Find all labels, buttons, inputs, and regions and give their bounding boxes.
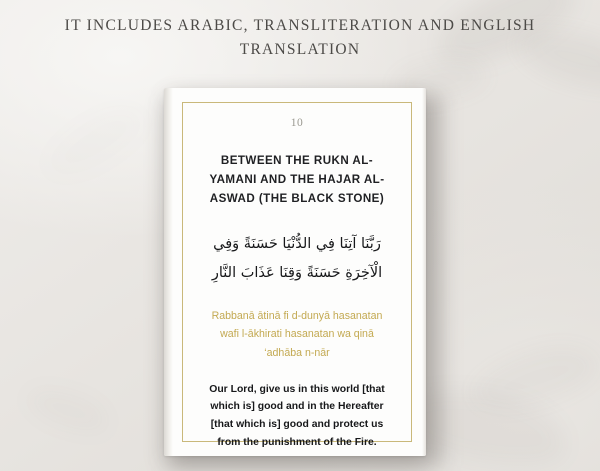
english-translation-text: Our Lord, give us in this world [that which is] good and in the Hereafter [that which is] good and protect us from the punishment of the Fire. xyxy=(209,383,385,449)
promo-headline: IT INCLUDES ARABIC, TRANSLITERATION AND ENGLISH TRANSLATION xyxy=(64,17,536,59)
book-page-mockup xyxy=(164,88,436,461)
arabic-text: رَبَّنَا آتِنَا فِي الدُّنْيَا حَسَنَةً وَفِي الْآخِرَةِ حَسَنَةً وَقِنَا عَذَابَ النَّارِ xyxy=(211,236,383,281)
page-outer-edge xyxy=(422,88,426,456)
page-spine-edge xyxy=(164,88,173,456)
leaf-shadow-decoration xyxy=(20,378,115,442)
transliteration-text: Rabbanā ātinā fi d-dunyā hasanatan wafi l-ākhirati hasanatan wa qinā ‘adhāba n-nār xyxy=(211,309,383,359)
dua-title: BETWEEN THE RUKN AL-YAMANI AND THE HAJAR AL-ASWAD (THE BLACK STONE) xyxy=(209,154,385,206)
gold-border-frame xyxy=(182,102,412,449)
page-number: 10 xyxy=(290,117,304,129)
leaf-shadow-decoration xyxy=(465,335,600,421)
dua-card xyxy=(164,88,426,456)
leaf-shadow-decoration xyxy=(36,95,153,188)
